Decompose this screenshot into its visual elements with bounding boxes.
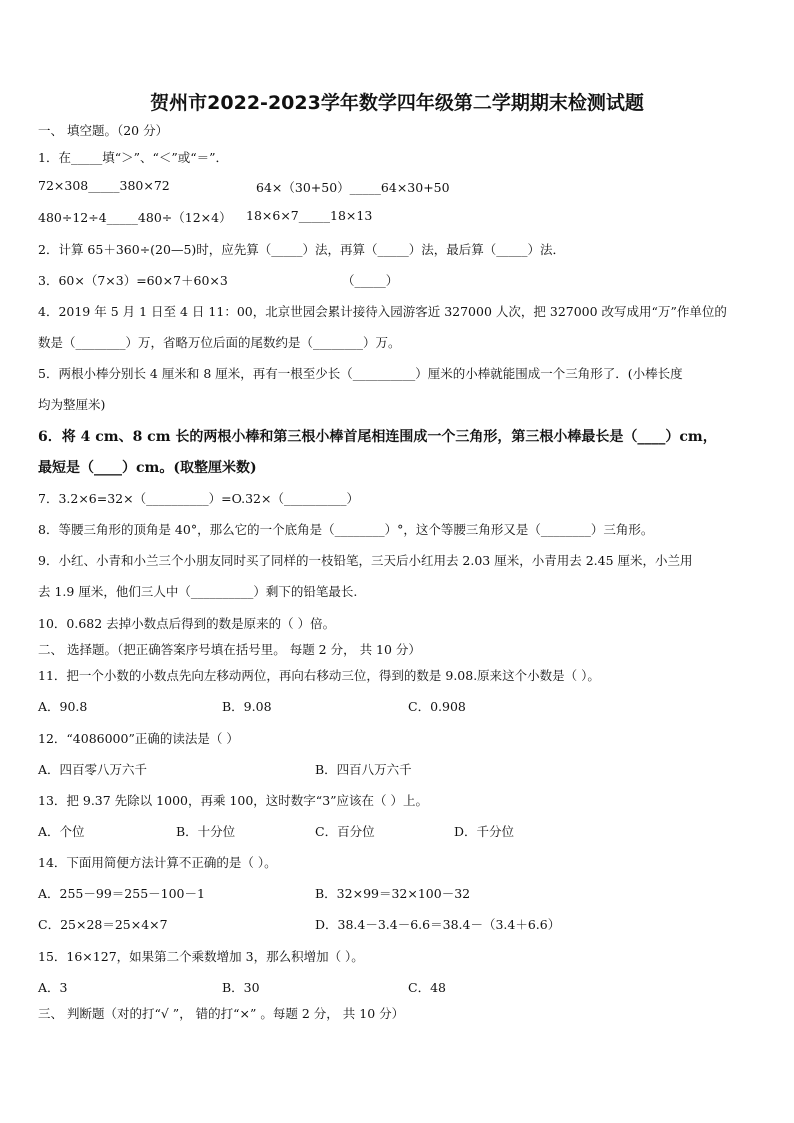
question-6-line-2: 最短是（____）cm。(取整厘米数) xyxy=(38,460,257,476)
question-11: 11．把一个小数的小数点先向左移动两位，再向右移动三位，得到的数是 9.08.原来这个小数是（ ）。 xyxy=(38,668,600,683)
question-7: 7．3.2×6=32×（__________）=O.32×（__________） xyxy=(38,491,359,506)
question-13-option-a: A．个位 xyxy=(38,824,85,839)
section-heading-multiple-choice: 二、 选择题。（把正确答案序号填在括号里。 每题 2 分， 共 10 分） xyxy=(38,642,421,657)
question-13-option-c: C．百分位 xyxy=(315,824,375,839)
question-5-line-1: 5．两根小棒分别长 4 厘米和 8 厘米，再有一根至少长（__________）厘米的小棒就能围成一个三角形了．(小棒长度 xyxy=(38,366,683,381)
question-2: 2．计算 65＋360÷(20—5)时，应先算（_____）法，再算（_____）法，最后算（_____）法． xyxy=(38,242,566,257)
section-heading-true-false: 三、 判断题（对的打“√ ”， 错的打“×” 。每题 2 分， 共 10 分） xyxy=(38,1006,405,1021)
question-14-option-d: D．38.4－3.4－6.6＝38.4－（3.4＋6.6） xyxy=(315,917,561,932)
question-15-option-a: A．3 xyxy=(38,980,68,995)
question-10: 10．0.682 去掉小数点后得到的数是原来的（ ）倍。 xyxy=(38,616,336,631)
question-13-option-b: B．十分位 xyxy=(176,824,236,839)
question-4-line-2: 数是（________）万，省略万位后面的尾数约是（________）万。 xyxy=(38,335,401,350)
question-13: 13．把 9.37 先除以 1000，再乘 100，这时数字“3”应该在（ ）上。 xyxy=(38,793,429,808)
question-8: 8．等腰三角形的顶角是 40°，那么它的一个底角是（________）°，这个等腰三角形又是（________）三角形。 xyxy=(38,522,654,537)
question-11-option-a: A．90.8 xyxy=(38,699,88,714)
question-15-option-c: C．48 xyxy=(408,980,446,995)
question-6-line-1: 6．将 4 cm、8 cm 长的两根小棒和第三根小棒首尾相连围成一个三角形，第三根小棒最长是（____）cm， xyxy=(38,429,717,445)
question-14-option-a: A．255－99＝255－100－1 xyxy=(38,886,205,901)
question-3: 3．60×（7×3）=60×7＋60×3 xyxy=(38,273,228,288)
question-12-option-b: B．四百八万六千 xyxy=(315,762,412,777)
page-title: 贺州市2022-2023学年数学四年级第二学期期末检测试题 xyxy=(150,92,644,114)
question-12-option-a: A．四百零八万六千 xyxy=(38,762,148,777)
question-14: 14．下面用简便方法计算不正确的是（ ）。 xyxy=(38,855,277,870)
question-1: 1．在_____填“＞”、“＜”或“＝”． xyxy=(38,150,229,165)
question-1-d: 18×6×7_____18×13 xyxy=(246,208,373,223)
question-1-a: 72×308_____380×72 xyxy=(38,178,170,193)
question-9-line-1: 9．小红、小青和小兰三个小朋友同时买了同样的一枝铅笔，三天后小红用去 2.03 厘米，小青用去 2.45 厘米，小兰用 xyxy=(38,553,693,568)
question-14-option-c: C．25×28＝25×4×7 xyxy=(38,917,168,932)
question-1-c: 480÷12÷4_____480÷（12×4） xyxy=(38,210,232,225)
question-1-b: 64×（30+50）_____64×30+50 xyxy=(256,180,450,195)
question-13-option-d: D．千分位 xyxy=(454,824,515,839)
question-11-option-c: C．0.908 xyxy=(408,699,466,714)
section-heading-fill-blank: 一、 填空题。（20 分） xyxy=(38,123,169,138)
question-11-option-b: B．9.08 xyxy=(222,699,272,714)
question-12: 12．“4086000”正确的读法是（ ） xyxy=(38,731,239,746)
question-15-option-b: B．30 xyxy=(222,980,260,995)
question-5-line-2: 均为整厘米) xyxy=(38,397,106,412)
question-3-answer: （_____） xyxy=(342,273,399,288)
question-4-line-1: 4．2019 年 5 月 1 日至 4 日 11：00，北京世园会累计接待入园游客近 327000 人次，把 327000 改写成用“万”作单位的 xyxy=(38,304,727,319)
question-9-line-2: 去 1.9 厘米，他们三人中（__________）剩下的铅笔最长. xyxy=(38,584,358,599)
question-15: 15．16×127，如果第二个乘数增加 3，那么积增加（ ）。 xyxy=(38,949,364,964)
question-14-option-b: B．32×99＝32×100－32 xyxy=(315,886,471,901)
